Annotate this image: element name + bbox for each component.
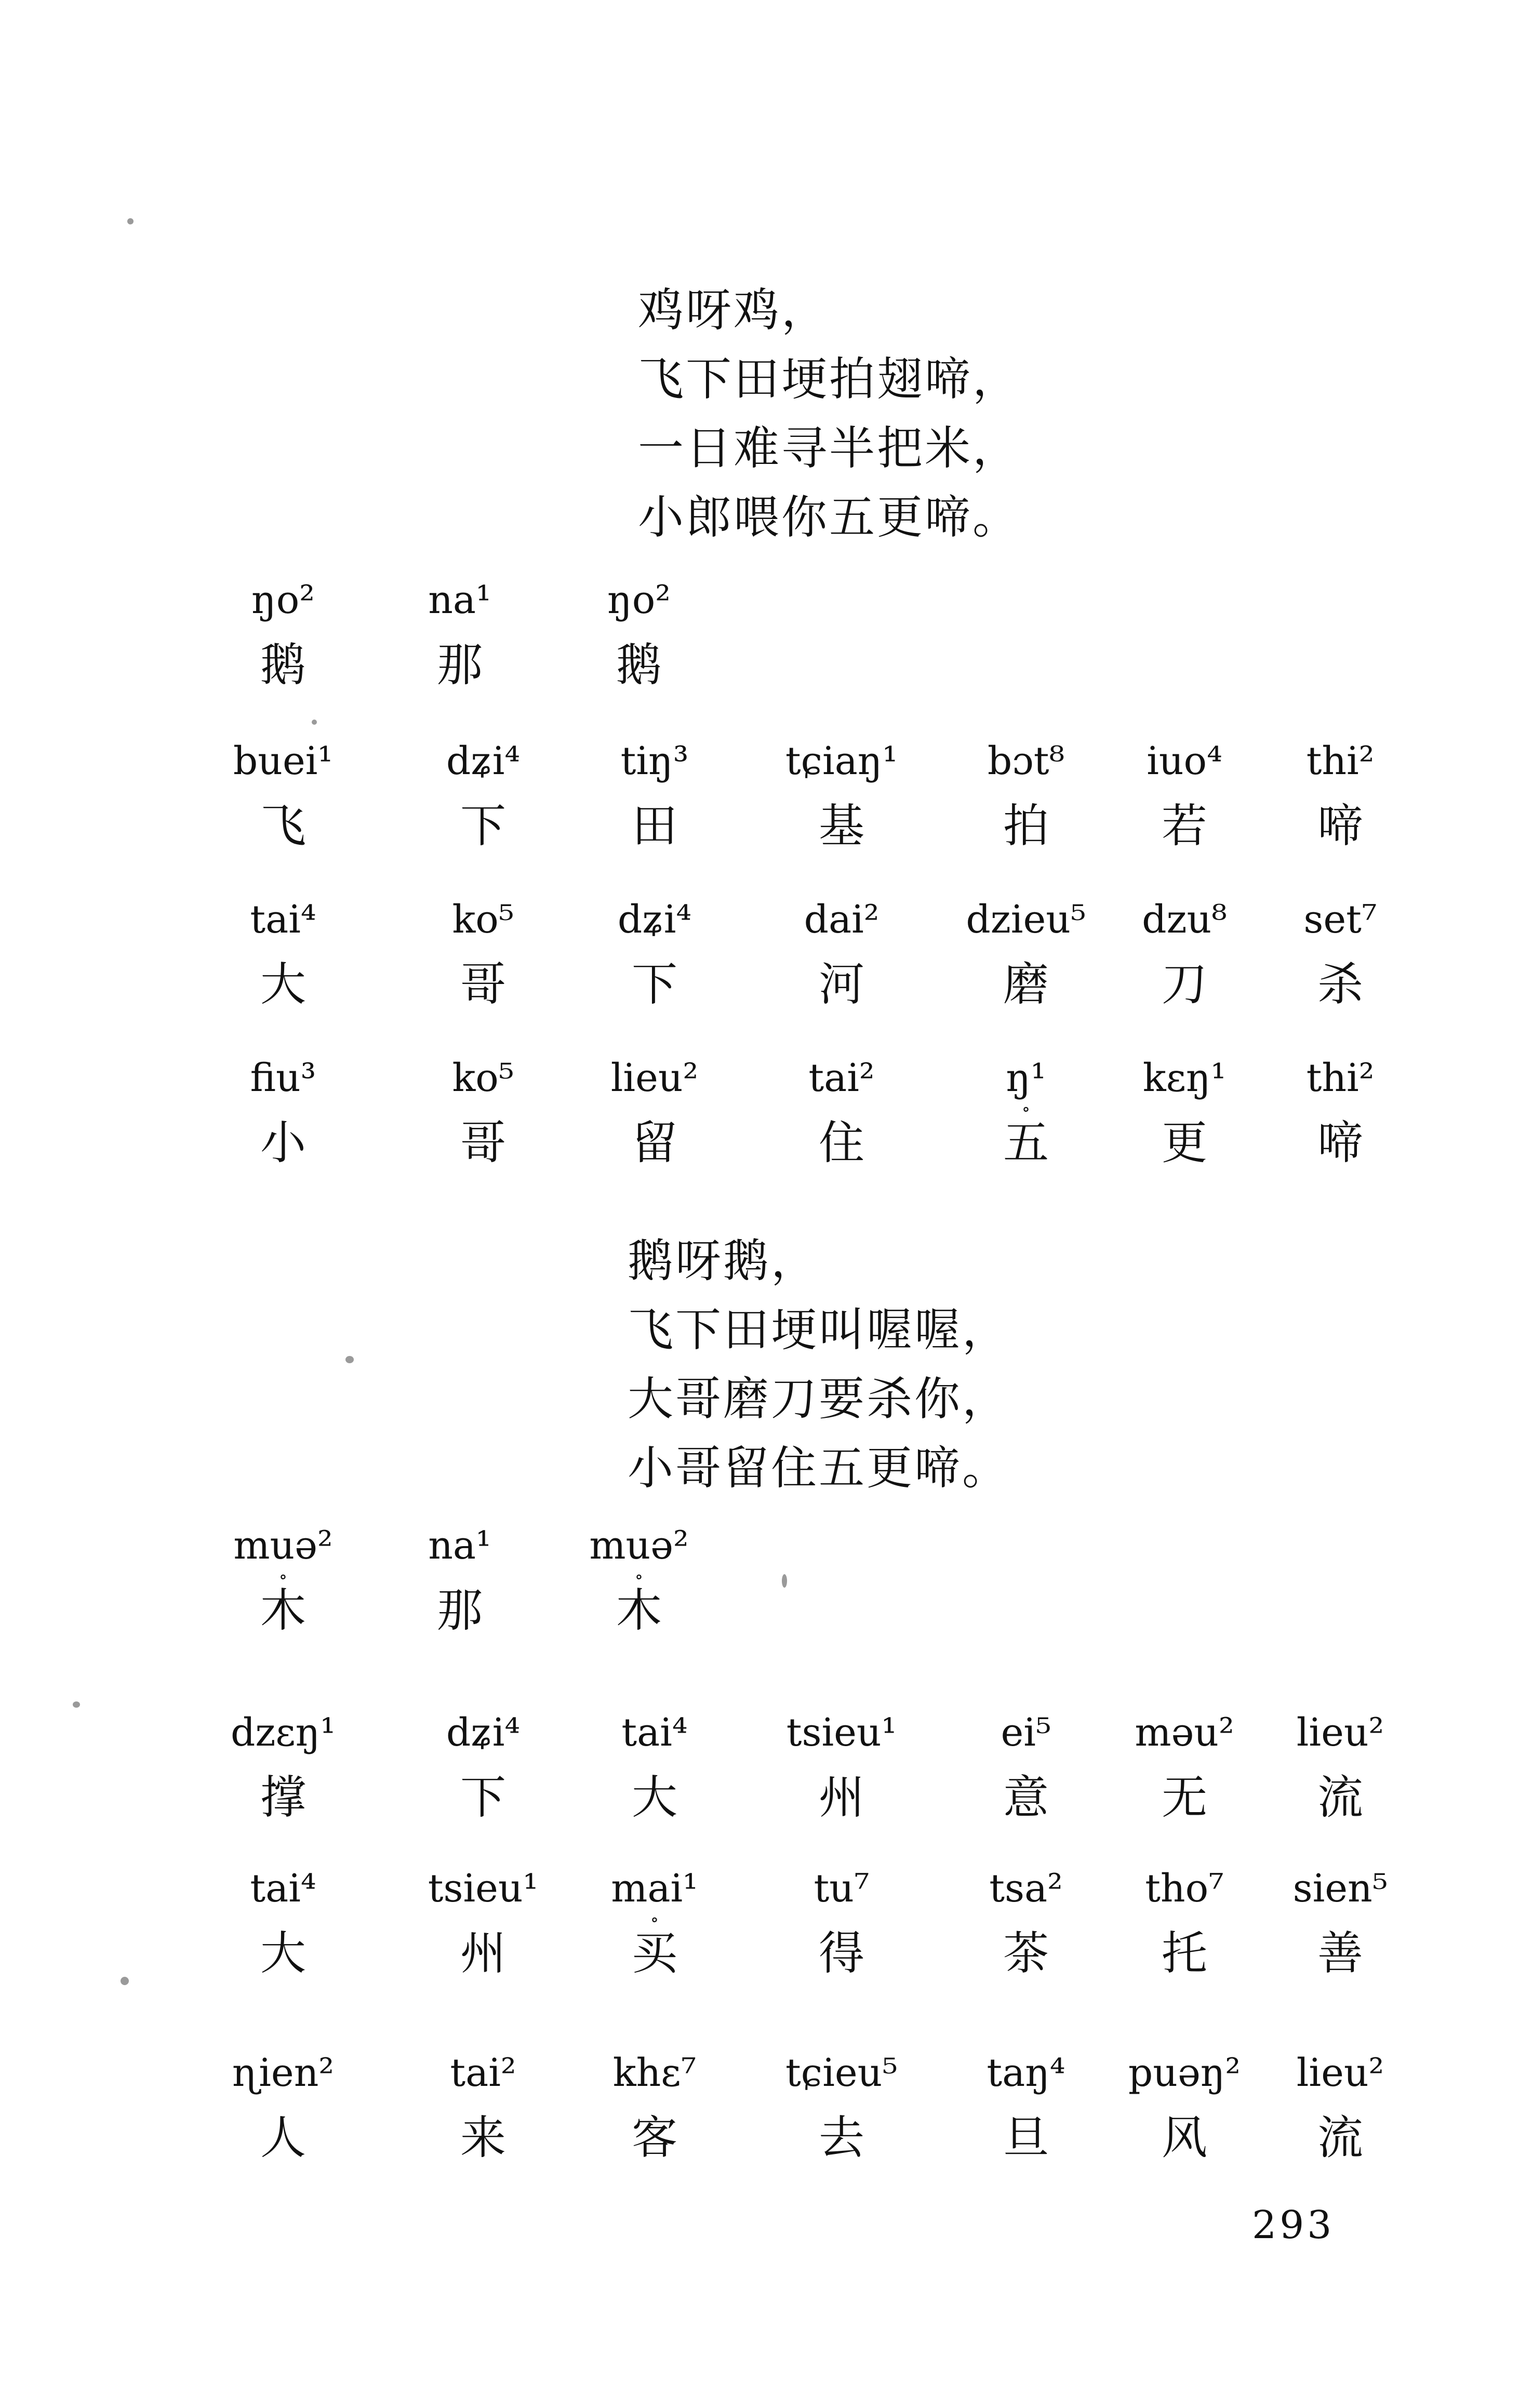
gloss-cell [1262, 1055, 1418, 1169]
chinese-character: 州 [818, 1771, 864, 1824]
gloss-row [0, 1709, 1532, 1824]
tone-circle-mark [1262, 1756, 1418, 1772]
gloss-cell [764, 1055, 920, 1169]
gloss-cell [1262, 1709, 1418, 1824]
romanization: khɛ⁷ [612, 2051, 697, 2095]
chinese-character: 去 [818, 2111, 864, 2164]
chinese-character: 茶 [1003, 1926, 1049, 1980]
tone-circle-mark [948, 1912, 1104, 1927]
gloss-cell [577, 1709, 732, 1824]
tone-circle-mark [764, 1756, 920, 1772]
chinese-character: 大 [631, 1771, 677, 1824]
tone-circle-mark [764, 2096, 920, 2112]
page-number: 293 [1252, 2203, 1335, 2247]
tone-circle-mark [205, 943, 361, 959]
tone-circle-mark: ∘ [1021, 1099, 1031, 1120]
gloss-cell [1262, 1865, 1418, 1979]
tone-circle-mark [205, 623, 361, 639]
chinese-character: 下 [460, 799, 506, 853]
chinese-character: 河 [818, 957, 864, 1011]
gloss-cell [948, 1865, 1104, 1979]
chinese-character: 磨 [1003, 957, 1049, 1011]
gloss-cell [205, 2050, 361, 2164]
chinese-character: 留 [631, 1116, 677, 1169]
gloss-cell [405, 1055, 561, 1169]
tone-circle-mark [205, 1756, 361, 1772]
chinese-character: 旦 [1003, 2111, 1049, 2164]
chinese-character: 飞 [260, 799, 306, 853]
tone-circle-mark [764, 1101, 920, 1117]
tone-circle-mark [764, 943, 920, 959]
tone-circle-mark [561, 623, 717, 639]
tone-circle-mark [1262, 1912, 1418, 1927]
gloss-cell [577, 2050, 732, 2164]
gloss-row [0, 577, 1532, 691]
chinese-character: 五 [1003, 1116, 1049, 1169]
tone-circle-mark [948, 784, 1104, 800]
chinese-character: 若 [1161, 799, 1207, 853]
gloss-cell [205, 1865, 361, 1979]
chinese-character: 下 [460, 1771, 506, 1824]
romanization: ŋ¹ [1006, 1056, 1046, 1100]
chinese-character: 无 [1161, 1771, 1207, 1824]
verse-line: 一日难寻半把米， [638, 421, 1021, 475]
romanization: tai⁴ [621, 1710, 688, 1755]
gloss-cell [1262, 2050, 1418, 2164]
verse-line: 飞下田埂拍翅啼， [638, 352, 1021, 406]
scan-speck [312, 720, 317, 725]
chinese-character: 州 [460, 1926, 506, 1980]
tone-circle-mark [205, 2096, 361, 2112]
romanization: dzieu⁵ [966, 897, 1086, 942]
chinese-character: 风 [1161, 2111, 1207, 2164]
verse-line: 小哥留住五更啼。 [628, 1441, 1010, 1495]
gloss-cell [205, 1522, 361, 1637]
tone-circle-mark: ∘ [634, 1566, 644, 1587]
tone-circle-mark [205, 1101, 361, 1117]
chinese-character: 刀 [1161, 957, 1207, 1011]
romanization: tsieu¹ [786, 1710, 897, 1755]
gloss-cell [1262, 896, 1418, 1010]
romanization: sien⁵ [1293, 1866, 1388, 1911]
verse-line: 鹅呀鹅， [628, 1234, 819, 1287]
romanization: buei¹ [233, 739, 334, 783]
tone-circle-mark [948, 1756, 1104, 1772]
scan-speck [73, 1701, 80, 1708]
romanization: kɛŋ¹ [1142, 1056, 1227, 1100]
romanization: dʑi⁴ [446, 1710, 521, 1755]
romanization: tai² [808, 1056, 875, 1100]
tone-circle-mark [764, 1912, 920, 1927]
gloss-cell [405, 738, 561, 852]
chinese-character: 啼 [1317, 1116, 1363, 1169]
gloss-cell [405, 1709, 561, 1824]
tone-circle-mark [382, 623, 538, 639]
gloss-row [0, 738, 1532, 853]
chinese-character: 木 [260, 1584, 306, 1637]
tone-circle-mark [405, 1912, 561, 1927]
gloss-cell [577, 1055, 732, 1169]
romanization: tsieu¹ [428, 1866, 539, 1911]
gloss-cell [1107, 896, 1262, 1010]
romanization: tu⁷ [814, 1866, 870, 1911]
romanization: tɕiaŋ¹ [785, 739, 898, 783]
tone-circle-mark [1107, 784, 1262, 800]
romanization: tsa² [989, 1866, 1063, 1911]
chinese-character: 田 [631, 799, 677, 853]
romanization: dzɛŋ¹ [230, 1710, 336, 1755]
chinese-character: 得 [818, 1926, 864, 1980]
chinese-character: 杀 [1317, 957, 1363, 1011]
tone-circle-mark [1107, 1101, 1262, 1117]
romanization: dzu⁸ [1142, 897, 1227, 942]
tone-circle-mark [405, 784, 561, 800]
verse-2 [628, 1226, 1010, 1502]
romanization: tai² [450, 2051, 516, 2095]
verse-line: 小郎喂你五更啼。 [638, 490, 1021, 544]
verse-line: 飞下田埂叫喔喔， [628, 1303, 1010, 1356]
chinese-character: 来 [460, 2111, 506, 2164]
gloss-cell [764, 896, 920, 1010]
verse-1 [638, 275, 1020, 552]
gloss-cell [577, 1865, 732, 1979]
chinese-character: 买 [631, 1926, 677, 1980]
romanization: dʑi⁴ [446, 739, 521, 783]
chinese-character: 基 [818, 799, 864, 853]
romanization: thi² [1306, 1056, 1375, 1100]
chinese-character: 木 [616, 1584, 662, 1637]
chinese-character: 哥 [460, 1116, 506, 1169]
romanization: tho⁷ [1145, 1866, 1224, 1911]
romanization: thi² [1306, 739, 1375, 783]
verse-line: 鸡呀鸡， [638, 283, 830, 337]
scan-speck [121, 1977, 129, 1985]
gloss-cell [577, 896, 732, 1010]
romanization: dai² [804, 897, 880, 942]
gloss-cell [948, 896, 1104, 1010]
gloss-cell [764, 1865, 920, 1979]
tone-circle-mark [577, 2096, 732, 2112]
tone-circle-mark [1107, 943, 1262, 959]
tone-circle-mark: ∘ [278, 1566, 288, 1587]
gloss-cell [205, 896, 361, 1010]
gloss-cell [1107, 1709, 1262, 1824]
gloss-cell [405, 2050, 561, 2164]
scan-speck [127, 218, 134, 224]
gloss-cell [561, 577, 717, 691]
gloss-cell [764, 738, 920, 852]
gloss-cell [1107, 1055, 1262, 1169]
romanization: taŋ⁴ [987, 2051, 1065, 2095]
romanization: tai⁴ [250, 897, 316, 942]
chinese-character: 大 [260, 957, 306, 1011]
chinese-character: 托 [1161, 1926, 1207, 1980]
chinese-character: 鹅 [260, 638, 306, 691]
romanization: puəŋ² [1128, 2051, 1241, 2095]
chinese-character: 人 [260, 2111, 306, 2164]
scan-speck [345, 1356, 354, 1363]
gloss-cell [577, 738, 732, 852]
romanization: set⁷ [1303, 897, 1377, 942]
gloss-cell [1262, 738, 1418, 852]
scan-speck [782, 1574, 787, 1588]
chinese-character: 啼 [1317, 799, 1363, 853]
romanization: məu² [1135, 1710, 1234, 1755]
chinese-character: 拍 [1003, 799, 1049, 853]
gloss-cell [948, 1709, 1104, 1824]
romanization: na¹ [428, 1523, 491, 1568]
gloss-cell [205, 1055, 361, 1169]
tone-circle-mark [405, 943, 561, 959]
romanization: lieu² [1296, 1710, 1384, 1755]
chinese-character: 下 [631, 957, 677, 1011]
gloss-cell [382, 1522, 538, 1637]
chinese-character: 客 [631, 2111, 677, 2164]
tone-circle-mark: ∘ [650, 1909, 659, 1930]
romanization: muə² [589, 1523, 689, 1568]
gloss-cell [205, 738, 361, 852]
tone-circle-mark [205, 784, 361, 800]
chinese-character: 流 [1317, 1771, 1363, 1824]
chinese-character: 善 [1317, 1926, 1363, 1980]
tone-circle-mark [405, 1101, 561, 1117]
romanization: na¹ [428, 578, 491, 622]
gloss-cell [1107, 1865, 1262, 1979]
gloss-cell [948, 2050, 1104, 2164]
gloss-row [0, 1522, 1532, 1637]
verse-line: 大哥磨刀要杀你， [628, 1372, 1010, 1426]
chinese-character: 住 [818, 1116, 864, 1169]
chinese-character: 那 [436, 1584, 483, 1637]
romanization: tɕieu⁵ [785, 2051, 898, 2095]
romanization: iuo⁴ [1147, 739, 1222, 783]
chinese-character: 大 [260, 1926, 306, 1980]
romanization: tiŋ³ [620, 739, 689, 783]
chinese-character: 那 [436, 638, 483, 691]
romanization: bɔt⁸ [987, 739, 1065, 783]
romanization: ko⁵ [452, 1056, 514, 1100]
tone-circle-mark [405, 2096, 561, 2112]
tone-circle-mark [948, 943, 1104, 959]
gloss-cell [382, 577, 538, 691]
romanization: ko⁵ [452, 897, 514, 942]
romanization: mai¹ [611, 1866, 698, 1911]
gloss-cell [948, 1055, 1104, 1169]
tone-circle-mark [577, 943, 732, 959]
gloss-row [0, 896, 1532, 1011]
tone-circle-mark [1107, 2096, 1262, 2112]
romanization: ŋo² [607, 578, 671, 622]
chinese-character: 更 [1161, 1116, 1207, 1169]
romanization: ei⁵ [1001, 1710, 1051, 1755]
gloss-cell [1107, 738, 1262, 852]
romanization: ɳien² [232, 2051, 335, 2095]
romanization: lieu² [1296, 2051, 1384, 2095]
gloss-cell [561, 1522, 717, 1637]
tone-circle-mark [405, 1756, 561, 1772]
tone-circle-mark [577, 784, 732, 800]
tone-circle-mark [1262, 1101, 1418, 1117]
romanization: ŋo² [251, 578, 315, 622]
gloss-cell [1107, 2050, 1262, 2164]
chinese-character: 哥 [460, 957, 506, 1011]
gloss-cell [205, 577, 361, 691]
chinese-character: 意 [1003, 1771, 1049, 1824]
chinese-character: 小 [260, 1116, 306, 1169]
tone-circle-mark [948, 2096, 1104, 2112]
romanization: fiu³ [250, 1056, 316, 1100]
tone-circle-mark [1262, 784, 1418, 800]
gloss-cell [405, 1865, 561, 1979]
tone-circle-mark [1262, 943, 1418, 959]
romanization: tai⁴ [250, 1866, 316, 1911]
gloss-row [0, 1055, 1532, 1169]
tone-circle-mark [1262, 2096, 1418, 2112]
gloss-cell [405, 896, 561, 1010]
tone-circle-mark [577, 1756, 732, 1772]
tone-circle-mark [577, 1101, 732, 1117]
gloss-cell [764, 2050, 920, 2164]
gloss-row [0, 2050, 1532, 2164]
chinese-character: 流 [1317, 2111, 1363, 2164]
gloss-cell [764, 1709, 920, 1824]
gloss-cell [205, 1709, 361, 1824]
tone-circle-mark [764, 784, 920, 800]
gloss-cell [948, 738, 1104, 852]
chinese-character: 鹅 [616, 638, 662, 691]
chinese-character: 撑 [260, 1771, 306, 1824]
romanization: dʑi⁴ [617, 897, 692, 942]
tone-circle-mark [1107, 1756, 1262, 1772]
tone-circle-mark [205, 1912, 361, 1927]
romanization: muə² [233, 1523, 333, 1568]
tone-circle-mark [1107, 1912, 1262, 1927]
romanization: lieu² [610, 1056, 699, 1100]
gloss-row [0, 1865, 1532, 1980]
tone-circle-mark [382, 1569, 538, 1585]
